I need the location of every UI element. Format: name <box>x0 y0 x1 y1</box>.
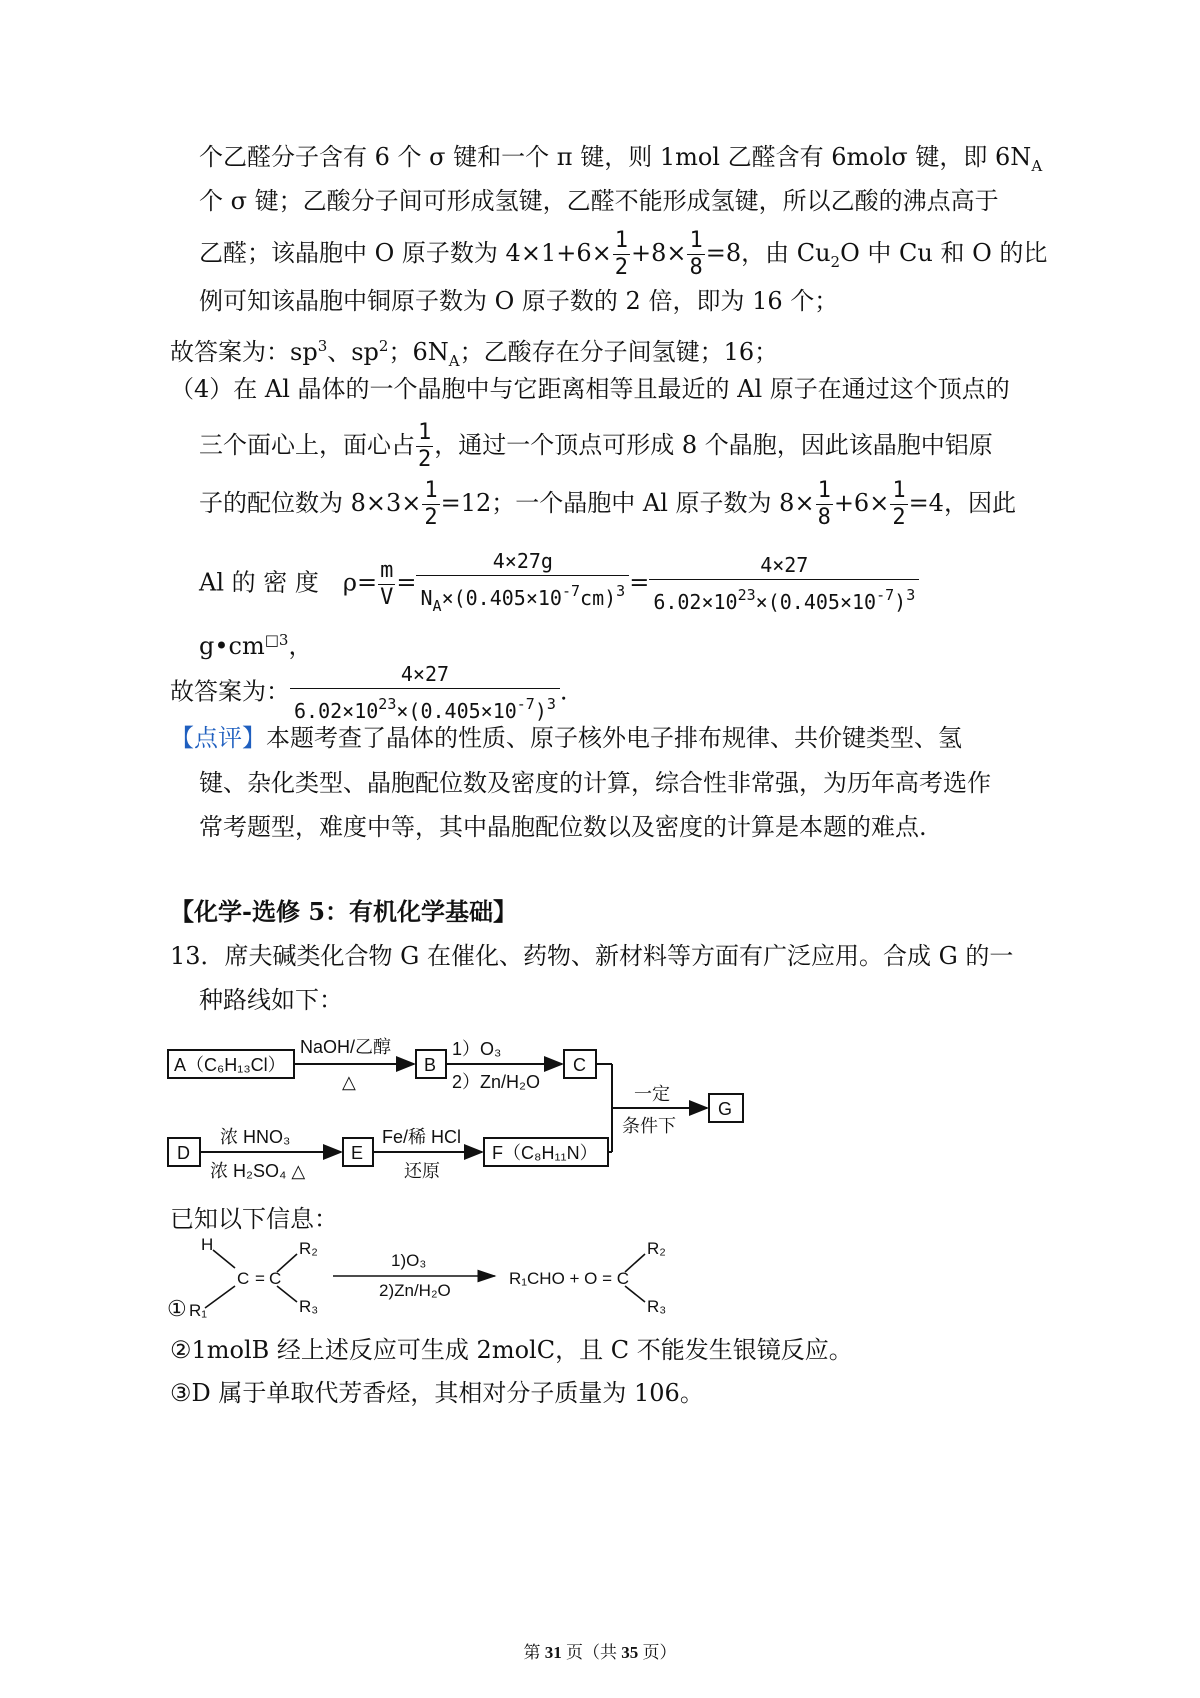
text: ；6N <box>388 338 449 366</box>
text-line <box>199 228 1047 281</box>
cond-1-top: NaOH/乙醇 <box>300 1037 392 1057</box>
text: 6.02×10 <box>653 590 738 614</box>
text: 故答案为： <box>170 677 290 706</box>
comment-line <box>170 722 962 754</box>
text: 页（共 <box>561 1643 622 1662</box>
fraction <box>613 228 630 281</box>
cond-4-top: Fe/稀 HCl <box>382 1127 462 1147</box>
text: 本题考查了晶体的性质、原子核外电子排布规律、共价键类型、氢 <box>266 724 962 752</box>
fraction-density-2 <box>649 551 919 617</box>
cond-4-bot: 还原 <box>404 1161 440 1181</box>
label-D: D <box>177 1143 190 1163</box>
text: 第 <box>523 1643 545 1662</box>
denominator: 2 <box>892 505 906 530</box>
cond-2-top: 1）O₃ <box>452 1039 502 1059</box>
superscript: 2 <box>378 337 389 355</box>
denominator: 2 <box>418 447 432 472</box>
label-A: A（C₆H₁₃Cl） <box>174 1055 286 1075</box>
numerator: 1 <box>614 228 628 253</box>
superscript: 3 <box>317 337 328 355</box>
double-bond: = <box>255 1269 265 1288</box>
denominator <box>416 576 629 621</box>
label-F: F（C₈H₁₁N） <box>492 1143 598 1163</box>
cond-5-top: 一定 <box>634 1084 670 1104</box>
text: ×(0.405×10 <box>755 590 877 614</box>
text: 故答案为：sp <box>170 338 318 366</box>
superscript: -7 <box>516 695 535 713</box>
numerator: m <box>380 557 394 583</box>
text-line <box>199 478 1016 531</box>
subscript: A <box>448 352 460 370</box>
numerator: 1 <box>817 478 831 503</box>
text: ， <box>288 632 313 660</box>
denominator <box>649 580 919 617</box>
section-heading: 【化学-选修 5：有机化学基础】 <box>170 897 518 926</box>
denominator: 8 <box>817 505 831 530</box>
fraction <box>890 478 907 531</box>
text: 子的配位数为 8×3× <box>199 489 422 517</box>
page-footer <box>0 1638 1200 1663</box>
text: 、sp <box>327 338 379 366</box>
fraction-answer <box>290 660 560 726</box>
text: 三个面心上，面心占 <box>199 431 415 459</box>
superscript: 3 <box>616 582 626 600</box>
cond-bottom: 2)Zn/H₂O <box>379 1281 451 1300</box>
group-R2: R₂ <box>299 1239 318 1258</box>
group-R1: R₁ <box>189 1301 208 1320</box>
text: 页） <box>638 1643 677 1662</box>
page-number: 31 <box>544 1643 562 1662</box>
text: cm) <box>580 586 617 610</box>
denominator: V <box>380 584 394 610</box>
numerator: 1 <box>418 420 432 445</box>
bond-H <box>213 1250 235 1268</box>
ozonolysis-scheme <box>165 1236 725 1332</box>
text-line <box>199 420 993 473</box>
unit-line <box>199 624 312 662</box>
superscript: -7 <box>876 586 895 604</box>
bond-R3 <box>277 1286 297 1302</box>
superscript: 23 <box>737 586 756 604</box>
cond-5-bot: 条件下 <box>622 1116 676 1136</box>
text-line: 个 σ 键；乙酸分子间可形成氢键，乙醛不能形成氢键，所以乙酸的沸点高于 <box>199 187 999 215</box>
text: =8，由 Cu <box>705 239 831 267</box>
bond-R1 <box>205 1286 235 1308</box>
superscript: 23 <box>378 695 397 713</box>
atom-C: C <box>269 1269 282 1288</box>
text: . <box>559 677 568 706</box>
text: ) <box>894 590 907 614</box>
text-line: 种路线如下： <box>199 986 343 1014</box>
superscript: -7 <box>561 582 581 600</box>
synthesis-scheme <box>160 1030 780 1195</box>
denominator <box>290 689 560 726</box>
answer-line <box>170 660 568 726</box>
text: 个乙醛分子含有 6 个 σ 键和一个 π 键，则 1mol 乙醛含有 6molσ 键，即 6N <box>199 143 1032 171</box>
denominator: 2 <box>424 505 438 530</box>
fraction-rho <box>378 558 395 611</box>
text: +6× <box>833 489 890 517</box>
total-pages: 35 <box>621 1643 639 1662</box>
group-R2-product: R₂ <box>647 1239 666 1258</box>
text-line: 键、杂化类型、晶胞配位数及密度的计算，综合性非常强，为历年高考选作 <box>199 769 991 797</box>
equals: = <box>396 568 417 597</box>
fraction-density-1 <box>416 547 629 621</box>
cond-2-bot: 2）Zn/H₂O <box>452 1072 541 1092</box>
density-formula <box>199 547 919 621</box>
superscript: □3 <box>264 631 289 649</box>
cond-1-bot: △ <box>342 1072 356 1092</box>
group-R3: R₃ <box>299 1297 319 1316</box>
fraction <box>422 478 439 531</box>
denominator: 8 <box>689 255 703 280</box>
cond-3-bot: 浓 H₂SO₄ △ <box>210 1161 306 1181</box>
cond-3-top: 浓 HNO₃ <box>220 1127 291 1147</box>
fraction <box>816 478 833 531</box>
atom-C: C <box>237 1269 250 1288</box>
subscript: A <box>1031 157 1043 175</box>
equals: = <box>629 568 650 597</box>
known-item-3: ③D 属于单取代芳香烃，其相对分子质量为 106。 <box>170 1379 704 1407</box>
label-E: E <box>351 1143 364 1163</box>
bond-R3-product <box>625 1286 645 1302</box>
numerator: 4×27 <box>290 660 560 689</box>
superscript: 3 <box>546 695 556 713</box>
question-13: 13．席夫碱类化合物 G 在催化、药物、新材料等方面有广泛应用。合成 G 的一 <box>170 942 1014 970</box>
text: Al 的 密 度 ρ= <box>199 568 378 597</box>
numerator: 4×27 <box>649 551 919 580</box>
answer-line <box>170 330 778 377</box>
known-title: 已知以下信息： <box>170 1205 338 1233</box>
superscript: 3 <box>906 586 916 604</box>
text: 6.02×10 <box>294 699 379 723</box>
group-R3-product: R₃ <box>647 1297 667 1316</box>
subscript: 2 <box>830 253 841 271</box>
comment-tag: 【点评】 <box>170 724 266 752</box>
fraction <box>687 228 704 281</box>
text: ；乙酸存在分子间氢键；16； <box>459 338 779 366</box>
text: ×(0.405×10 <box>396 699 517 723</box>
fraction <box>416 420 433 473</box>
denominator: 2 <box>614 255 628 280</box>
text: =4，因此 <box>908 489 1016 517</box>
text-line: （4）在 Al 晶体的一个晶胞中与它距离相等且最近的 Al 原子在通过这个顶点的 <box>170 375 1010 403</box>
text: ) <box>534 699 547 723</box>
numerator: 1 <box>892 478 906 503</box>
text-line: 例可知该晶胞中铜原子数为 O 原子数的 2 倍，即为 16 个； <box>199 287 839 315</box>
text: 乙醛；该晶胞中 O 原子数为 4×1+6× <box>199 239 612 267</box>
text: g•cm <box>199 632 265 660</box>
numerator: 4×27g <box>416 547 629 576</box>
text: O 中 Cu 和 O 的比 <box>840 239 1048 267</box>
text: N <box>420 586 433 610</box>
text: =12；一个晶胞中 Al 原子数为 8× <box>440 489 815 517</box>
circled-1: ① <box>167 1296 187 1321</box>
text: +8× <box>630 239 687 267</box>
numerator: 1 <box>689 228 703 253</box>
subscript: A <box>432 597 442 615</box>
known-item-2: ②1molB 经上述反应可生成 2molC，且 C 不能发生银镜反应。 <box>170 1336 853 1364</box>
text-line <box>199 141 1042 182</box>
numerator: 1 <box>424 478 438 503</box>
label-B: B <box>424 1055 437 1075</box>
products: R₁CHO + O = C <box>509 1269 630 1288</box>
atom-H: H <box>201 1236 214 1254</box>
label-G: G <box>718 1099 733 1119</box>
text-line: 常考题型，难度中等，其中晶胞配位数以及密度的计算是本题的难点. <box>199 813 927 841</box>
label-C: C <box>573 1055 586 1075</box>
text: ，通过一个顶点可形成 8 个晶胞，因此该晶胞中铝原 <box>434 431 993 459</box>
cond-top: 1)O₃ <box>391 1251 427 1270</box>
text: ×(0.405×10 <box>441 586 562 610</box>
